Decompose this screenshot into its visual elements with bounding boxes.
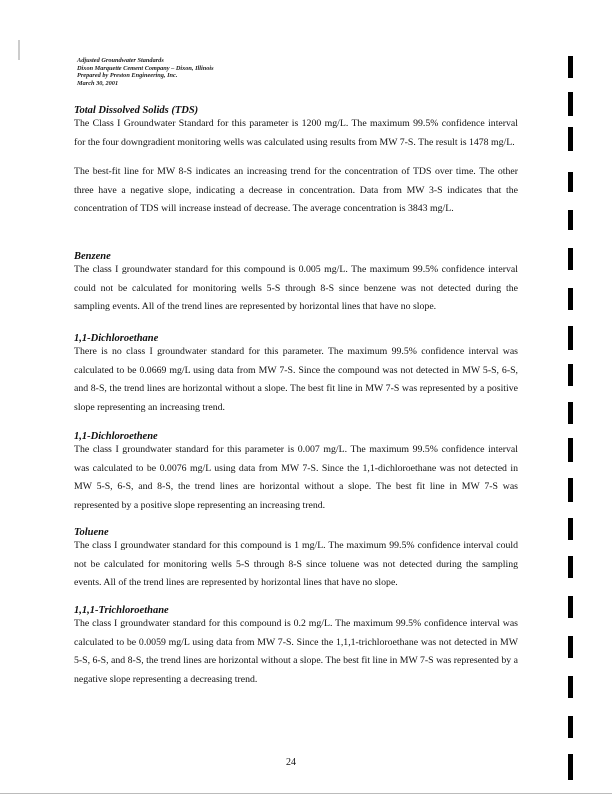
section-title: 1,1-Dichloroethene <box>74 431 158 442</box>
binding-mark <box>568 56 573 78</box>
binding-mark <box>568 402 573 424</box>
header-title: Adjusted Groundwater Standards <box>77 57 164 64</box>
section-paragraph: The Class I Groundwater Standard for this parameter is 1200 mg/L. The maximum 99.5% confidence interval for the four downgradient monitoring wells was calculated using results from MW 7-S. The result is 1478 mg/L. <box>74 118 518 148</box>
binding-mark <box>568 636 573 658</box>
binding-mark <box>568 172 573 192</box>
section-paragraph: The class I groundwater standard for this compound is 0.005 mg/L. The maximum 99.5% confidence interval could not be calculated for monitoring wells 5-S through 8-S since benzene was not detected during the sampling events. All of the trend lines are represented by horizontal lines that have no slope. <box>74 264 518 313</box>
section-title: 1,1-Dichloroethane <box>74 333 159 344</box>
section-paragraph: The class I groundwater standard for this parameter is 0.007 mg/L. The maximum 99.5% confidence interval was calculated to be 0.0076 mg/L using data from MW 7-S. Since the 1,1-dichloroethane was not detected in MW 5-S, 6-S, and 8-S, the trend lines are horizontal without a slope. The best fit line in MW 7-S was represented by a positive slope representing an increasing trend. <box>74 444 518 511</box>
binding-mark <box>568 248 573 270</box>
binding-mark <box>568 716 573 738</box>
section-toluene <box>74 526 518 593</box>
binding-mark <box>568 92 573 116</box>
scan-edge <box>0 793 612 794</box>
binding-mark <box>568 676 573 698</box>
section-benzene <box>74 250 518 317</box>
page-number: 24 <box>286 757 296 768</box>
binding-mark <box>568 210 573 230</box>
binding-mark <box>568 127 573 151</box>
section-title: Toluene <box>74 527 109 538</box>
binding-mark <box>568 326 573 350</box>
binding-mark <box>568 596 573 618</box>
binding-mark <box>568 556 573 578</box>
section-paragraph: The best-fit line for MW 8-S indicates an increasing trend for the concentration of TDS over time. The other three have a negative slope, indicating a decrease in concentration. Data from MW 3-S indicates that the concentration of TDS will increase instead of decrease. The average concentration is 3843 mg/L. <box>74 166 518 215</box>
section-paragraph: The class I groundwater standard for this compound is 1 mg/L. The maximum 99.5% confidence interval could not be calculated for monitoring wells 5-S through 8-S since toluene was not detected during the sampling events. All of the trend lines are represented by horizontal lines that have no slope. <box>74 540 518 589</box>
scan-artifact <box>18 40 20 60</box>
header-company: Dixon Marquette Cement Company – Dixon, Illinois <box>77 64 214 72</box>
binding-mark <box>568 288 573 310</box>
header-preparer: Prepared by Preston Engineering, Inc. <box>77 72 178 80</box>
section-title: Total Dissolved Solids (TDS) <box>74 105 199 116</box>
binding-mark <box>568 438 573 462</box>
header-date: March 30, 2001 <box>77 79 119 87</box>
section-trichloroethane <box>74 604 518 689</box>
section-paragraph: The class I groundwater standard for this compound is 0.2 mg/L. The maximum 99.5% confidence interval was calculated to be 0.0059 mg/L using data from MW 7-S. Since the 1,1,1-trichloroethane was not detected in MW 5-S, 6-S, and 8-S, the trend lines are horizontal without a slope. The best fit line in MW 7-S was represented by a negative slope representing a decreasing trend. <box>74 618 518 685</box>
document-header <box>77 57 214 87</box>
section-tds <box>74 104 518 219</box>
binding-mark <box>568 478 573 502</box>
binding-mark <box>568 754 573 780</box>
binding-mark <box>568 364 573 386</box>
section-paragraph: There is no class I groundwater standard for this parameter. The maximum 99.5% confidence interval was calculated to be 0.0669 mg/L using data from MW 7-S. Since the compound was not detected in MW 5-S, 6-S, and 8-S, the trend lines are horizontal without a slope. The best fit line in MW 7-S was represented by a positive slope representing an increasing trend. <box>74 346 518 413</box>
section-title: Benzene <box>74 251 111 262</box>
section-title: 1,1,1-Trichloroethane <box>74 605 169 616</box>
section-dichloroethane <box>74 332 518 417</box>
section-dichloroethene <box>74 430 518 515</box>
binding-mark <box>568 518 573 540</box>
